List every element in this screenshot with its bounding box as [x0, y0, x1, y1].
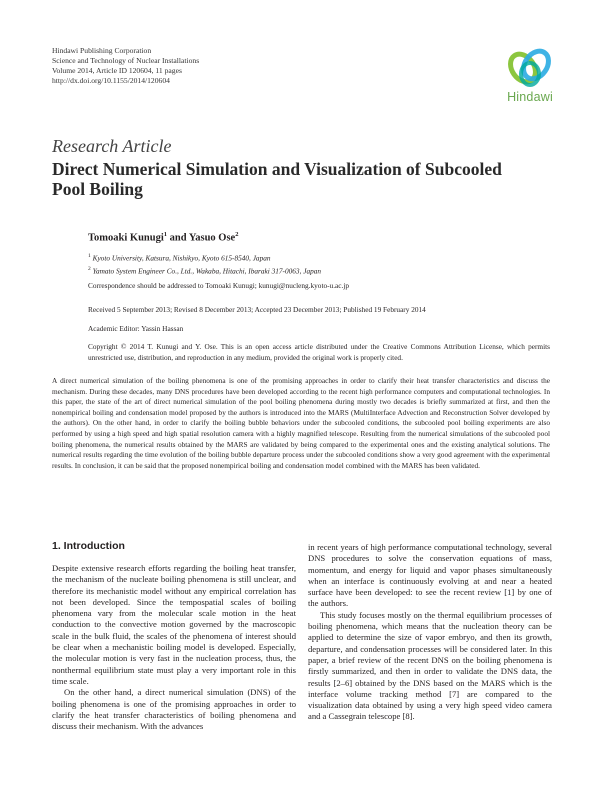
column-left	[52, 563, 296, 732]
author-1[interactable]: Tomoaki Kunugi	[88, 232, 164, 244]
volume-info: Volume 2014, Article ID 120604, 11 pages	[52, 66, 182, 75]
article-type: Research Article	[52, 136, 172, 156]
section-heading: 1. Introduction	[52, 540, 125, 552]
column-right	[308, 542, 552, 723]
copyright-notice: Copyright © 2014 T. Kunugi and Y. Ose. This is an open access article distributed under the Creative Commons Attribution License, which permits unrestricted use, distribution, and reproduction in any medium, provided the original work is properly cited.	[88, 342, 550, 362]
dates: Received 5 September 2013; Revised 8 December 2013; Accepted 23 December 2013; Published 19 February 2014	[88, 305, 426, 314]
correspondence: Correspondence should be addressed to Tomoaki Kunugi; kunugi@nucleng.kyoto-u.ac.jp	[88, 281, 350, 290]
article-title: Direct Numerical Simulation and Visualization of Subcooled Pool Boiling	[52, 159, 502, 199]
affiliation-1-text: Kyoto University, Katsura, Nishikyo, Kyoto 615-8540, Japan	[92, 253, 271, 263]
journal-header	[52, 46, 199, 86]
affiliation-2	[88, 264, 321, 277]
author-2[interactable]: Yasuo Ose	[188, 232, 236, 244]
paragraph: On the other hand, a direct numerical simulation (DNS) of the boiling phenomena is one of the promising approaches in order to clarify the heat transfer characteristics of boiling phenomena and discuss their mechanism. With the advances	[52, 687, 296, 732]
paragraph: in recent years of high performance computational technology, several DNS procedures to solve the conservation equations of mass, momentum, and energy for liquid and vapor phases simultaneously when an interface is continuously evolving at and near a heated surface have been developed: to see the recent review [1] by one of the authors.	[308, 542, 552, 609]
logo-text: Hindawi	[507, 90, 553, 104]
affiliation-1-mark: 1	[88, 253, 91, 259]
doi-link[interactable]: http://dx.doi.org/10.1155/2014/120604	[52, 76, 170, 85]
paragraph: This study focuses mostly on the thermal equilibrium processes of boiling phenomena, which means that the nucleation theory can be applied to determine the size of vapor embryo, and then its growth, departure, and condensation processes will be considered later. In this paper, a brief review of the recent DNS on the boiling phenomena is firstly summarized, and then in order to validate the DNS data, the results [2–6] obtained by the DNS based on the MARS which is the interface volume tracking method [7] are compared to the visualization data obtained by using a very high speed video camera and a Cassegrain telescope [8].	[308, 609, 552, 722]
journal-name: Science and Technology of Nuclear Installations	[52, 56, 200, 65]
hindawi-logo-icon	[500, 44, 560, 88]
author-1-affil: 1	[163, 231, 168, 238]
author-conjunction: and	[167, 232, 189, 244]
hindawi-logo	[500, 44, 560, 106]
affiliations	[88, 251, 321, 277]
affiliation-1	[88, 251, 321, 264]
affiliation-2-text: Yamato System Engineer Co., Ltd., Wakaba, Hitachi, Ibaraki 317-0063, Japan	[92, 266, 322, 276]
publisher-name: Hindawi Publishing Corporation	[52, 46, 152, 55]
authors	[88, 231, 238, 244]
academic-editor: Academic Editor: Yassin Hassan	[88, 324, 184, 333]
abstract: A direct numerical simulation of the boiling phenomena is one of the promising approaches in order to clarify their heat transfer characteristics and discuss the mechanism. During these decades, many DNS procedures have been developed according to the recent high performance computers and computational technologies. In this paper, the state of the art of direct numerical simulation of the pool boiling phenomena during mostly two decades is briefly summarized at first, and then the nonempirical boiling and condensation model proposed by the authors is introduced into the MARS (MultiInterface Advection and Reconstruction Solver developed by the authors). On the other hand, in order to clarify the boiling bubble behaviors under the subcooled conditions, the subcooled pool boiling experiments are also performed by using a high speed and high spatial resolution camera with a highly magnified telescope. Resulting from the numerical simulations of the subcooled pool boiling phenomena, the numerical results obtained by the MARS are validated by being compared to the experimental ones and the existing analytical solutions. The numerical results regarding the time evolution of the boiling bubble departure process under the subcooled conditions show a very good agreement with the experimental results. In conclusion, it can be said that the proposed nonempirical boiling and condensation model combined with the MARS has been validated.	[52, 376, 550, 470]
author-2-affil: 2	[235, 231, 239, 238]
affiliation-2-mark: 2	[88, 265, 91, 272]
paragraph: Despite extensive research efforts regarding the boiling heat transfer, the mechanism of the nucleate boiling phenomena is still unclear, and therefore its mechanistic model without any empirical correlation has not been developed. Since the tempospatial scales of boiling phenomena vary from the molecular scale motion in the heat conduction to the convective motion governed by the macroscopic scale in the bulk fluid, the scales of the phenomena of interest should be clear when a mechanistic boiling model is developed. Especially, the molecular motion is very fast in the nucleation process, thus, the nonthermal equilibrium state must play a very important role in this time scale.	[52, 563, 296, 686]
